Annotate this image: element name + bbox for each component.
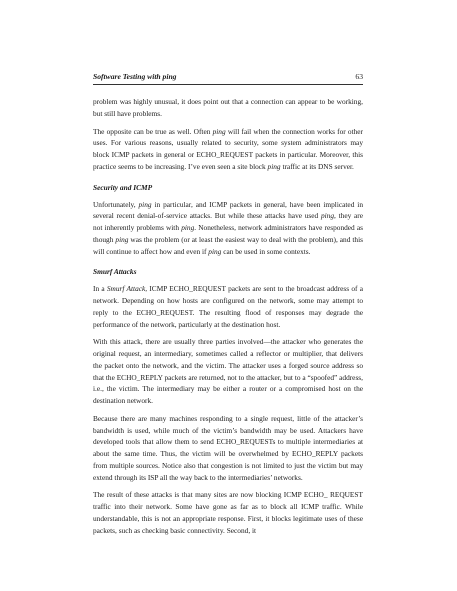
running-header xyxy=(93,70,363,85)
section-heading: Security and ICMP xyxy=(93,182,153,192)
paragraph: Because there are many machines responding to a single request, little of the attacker’s bandwidth is used, while much of the victim’s bandwidth may be used. Attackers have developed tools that allow them to send ECHO_REQUESTs to multiple intermediaries at about the same time. Thus, the victim will be overwhelmed by ECHO_REPLY packets from multiple sources. Notice also that congestion is not limited to just the victim but may extend through its ISP all the way back to the intermediaries’ networks. xyxy=(93,413,363,482)
page-body xyxy=(93,96,363,542)
page-number: 63 xyxy=(355,72,363,81)
paragraph: Unfortunately, ping in particular, and ICMP packets in general, have been implicated in several recent denial-of-service attacks. But while these attacks have used ping, they are not inherently problems with ping. Nonetheless, network administrators have responded as though ping was the problem (or at least the easiest way to deal with the problem), and this will continue to affect how and even if ping can be used in some contexts. xyxy=(93,199,364,256)
paragraph: The opposite can be true as well. Often ping will fail when the connection works for other uses. For various reasons, usually related to security, some system administrators may block ICMP packets in general or ECHO_REQUEST packets in particular. Moreover, this practice seems to be increasing. I’ve even seen a site block ping traffic at its DNS server. xyxy=(93,126,363,171)
paragraph: problem was highly unusual, it does point out that a connection can appear to be working, but still have problems. xyxy=(93,97,363,118)
paragraph: With this attack, there are usually three parties involved—the attacker who generates the original request, an intermediary, sometimes called a reflector or multiplier, that delivers the packet onto the network, and the victim. The attacker uses a forged source address so that the ECHO_REPLY packets are returned, not to the attacker, but to a “spoofed” address, i.e., the victim. The intermediary may be either a router or a compromised host on the destination network. xyxy=(93,337,363,405)
running-title: Software Testing with ping xyxy=(93,72,177,81)
paragraph: The result of these attacks is that many sites are now blocking ICMP ECHO_ REQUEST traffic into their network. Some have gone as far as to block all ICMP traffic. While understandable, this is not an appropriate response. First, it blocks legitimate uses of these packets, such as checking basic connectivity. Second, it xyxy=(93,490,363,535)
paragraph: In a Smurf Attack, ICMP ECHO_REQUEST packets are sent to the broadcast address of a network. Depending on how hosts are configured on the network, some may attempt to reply to the ECHO_REQUEST. The resulting flood of responses may degrade the performance of the network, particularly at the destination host. xyxy=(93,284,363,329)
subsection-heading: Smurf Attacks xyxy=(93,267,137,277)
